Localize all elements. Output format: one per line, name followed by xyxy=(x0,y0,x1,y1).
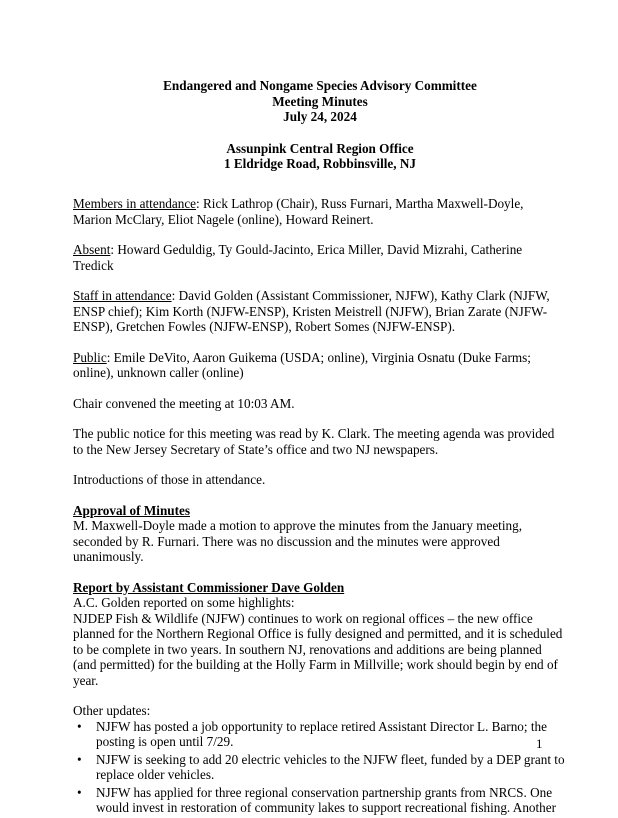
introductions-paragraph: Introductions of those in attendance. xyxy=(73,472,266,487)
list-item: • NJFW is seeking to add 20 electric vehicles to the NJFW fleet, funded by a DEP grant to replace older vehicles. xyxy=(77,751,565,782)
report-heading: Report by Assistant Commissioner Dave Golden xyxy=(73,579,345,595)
absent-paragraph xyxy=(73,242,565,273)
staff-paragraph xyxy=(73,288,565,335)
staff-text: : David Golden (Assistant Commissioner, NJFW), Kathy Clark (NJFW, ENSP chief); Kim Korth (NJFW-ENSP), Kristen Meistrell (NJFW), Brian Zarate (NJFW-ENSP), Gretchen Fowles (NJFW-ENSP), Robert Somes (NJFW-ENSP). xyxy=(73,288,550,334)
approval-section xyxy=(73,503,565,565)
other-updates-label: Other updates: xyxy=(73,703,151,718)
updates-list xyxy=(73,719,565,816)
public-text: : Emile DeVito, Aaron Guikema (USDA; online), Virginia Osnatu (Duke Farms; online), unknown caller (online) xyxy=(73,349,531,380)
convened-paragraph: Chair convened the meeting at 10:03 AM. xyxy=(73,395,295,411)
list-item: • NJFW has applied for three regional conservation partnership grants from NRCS. One would invest in restoration of community lakes to support recreational fishing. Another xyxy=(77,784,557,815)
approval-heading: Approval of Minutes xyxy=(73,502,190,518)
location-address: 1 Eldridge Road, Robbinsville, NJ xyxy=(224,156,416,171)
approval-text: M. Maxwell-Doyle made a motion to approve the minutes from the January meeting, seconded by R. Furnari. There was no discussion and the minutes were approved unanimously. xyxy=(73,518,522,564)
public-label: Public xyxy=(73,349,107,365)
location-name: Assunpink Central Region Office xyxy=(226,140,414,156)
public-notice-paragraph: The public notice for this meeting was read by K. Clark. The meeting agenda was provided to the New Jersey Secretary of State’s office and two NJ newspapers. xyxy=(73,426,555,457)
absent-label: Absent xyxy=(73,242,111,257)
page-number: 1 xyxy=(536,736,543,751)
report-text: NJDEP Fish & Wildlife (NJFW) continues to work on regional offices – the new office planned for the Northern Regional Office is fully designed and permitted, and it is scheduled to be complete in two years. In southern NJ, renovations and additions are being planned (and permitted) for the building at the Holly Farm in Millville; work should begin by end of year. xyxy=(73,610,563,688)
members-label: Members in attendance xyxy=(73,196,197,211)
members-text: : Rick Lathrop (Chair), Russ Furnari, Martha Maxwell-Doyle, Marion McClary, Eliot Nagele (online), Howard Reinert. xyxy=(73,196,524,227)
document-type: Meeting Minutes xyxy=(272,93,368,109)
meeting-date: July 24, 2024 xyxy=(283,109,357,124)
report-section xyxy=(73,580,565,689)
document-header xyxy=(60,78,580,172)
committee-title: Endangered and Nongame Species Advisory Committee xyxy=(163,78,477,93)
list-item: • NJFW has posted a job opportunity to replace retired Assistant Director L. Barno; the posting is open until 7/29. xyxy=(77,718,547,749)
document-body xyxy=(73,196,565,818)
bullet-icon: • xyxy=(77,751,82,767)
public-paragraph xyxy=(73,350,565,381)
absent-text: : Howard Geduldig, Ty Gould-Jacinto, Erica Miller, David Mizrahi, Catherine Tredick xyxy=(73,242,523,273)
staff-label: Staff in attendance xyxy=(73,288,172,303)
bullet-icon: • xyxy=(77,784,82,800)
bullet-icon: • xyxy=(77,718,82,734)
report-intro: A.C. Golden reported on some highlights: xyxy=(73,595,295,610)
members-paragraph xyxy=(73,196,565,227)
